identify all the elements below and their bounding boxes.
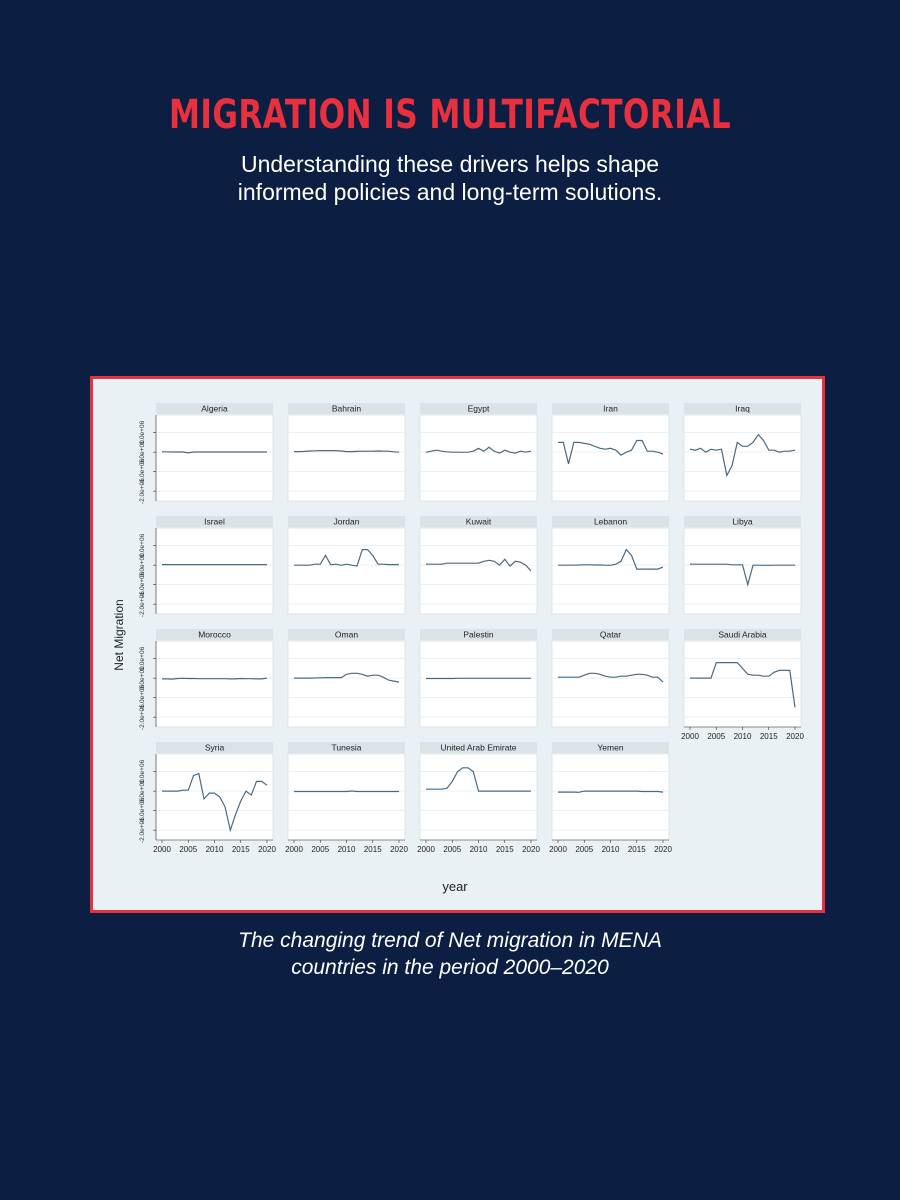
panel-morocco xyxy=(139,629,273,730)
x-tick-label: 2010 xyxy=(733,732,752,741)
plot-area xyxy=(156,528,273,614)
x-tick-label: 2020 xyxy=(522,845,540,854)
x-tick-label: 2000 xyxy=(549,845,567,854)
x-tick-label: 2000 xyxy=(285,845,303,854)
panel-syria xyxy=(139,742,276,854)
x-tick-label: 2015 xyxy=(627,845,646,854)
facet-chart xyxy=(93,379,822,910)
plot-area xyxy=(684,528,801,614)
panel-oman xyxy=(288,629,405,727)
panel-title: Yemen xyxy=(597,742,624,753)
panel-title: Libya xyxy=(732,516,753,527)
y-axis-title: Net Migration xyxy=(112,599,126,671)
panel-title: Oman xyxy=(334,629,359,640)
x-tick-label: 2005 xyxy=(179,845,198,854)
plot-area xyxy=(156,415,273,501)
y-tick-label: -2.0e+06 xyxy=(139,478,146,505)
plot-area xyxy=(288,754,405,840)
chart-figure xyxy=(90,376,825,913)
x-tick-label: 2005 xyxy=(443,845,462,854)
x-tick-label: 2015 xyxy=(363,845,382,854)
panel-title: Iran xyxy=(603,403,618,414)
y-tick-label: -2.0e+06 xyxy=(139,704,146,731)
panel-title: Israel xyxy=(204,516,225,527)
panel-tunesia xyxy=(285,742,408,854)
panel-title: Palestin xyxy=(463,629,494,640)
figure-caption-line-2: countries in the period 2000–2020 xyxy=(291,956,609,979)
plot-area xyxy=(156,754,273,840)
plot-area xyxy=(420,641,537,727)
x-tick-label: 2010 xyxy=(601,845,620,854)
plot-area xyxy=(552,528,669,614)
panel-title: Bahrain xyxy=(331,403,362,414)
panel-title: Qatar xyxy=(599,629,622,640)
plot-area xyxy=(288,415,405,501)
x-tick-label: 2010 xyxy=(469,845,488,854)
panel-libya xyxy=(684,516,801,614)
x-tick-label: 2015 xyxy=(495,845,514,854)
plot-area xyxy=(684,415,801,501)
panel-jordan xyxy=(288,516,405,614)
x-tick-label: 2020 xyxy=(786,732,804,741)
y-tick-label: -1.0e+06 xyxy=(139,571,146,598)
panel-title: United Arab Emirate xyxy=(440,742,517,753)
plot-area xyxy=(288,641,405,727)
y-tick-label: 0.0e+00 xyxy=(139,553,146,577)
panel-title: Morocco xyxy=(198,629,231,640)
panel-iran xyxy=(552,403,669,501)
y-tick-label: 1.0e+06 xyxy=(139,646,146,671)
plot-area xyxy=(288,528,405,614)
x-tick-label: 2000 xyxy=(681,732,699,741)
panel-united-arab-emirate xyxy=(417,742,540,854)
panel-kuwait xyxy=(420,516,537,614)
figure-caption-line-1: The changing trend of Net migration in MENA xyxy=(238,929,662,952)
plot-area xyxy=(552,641,669,727)
x-tick-label: 2005 xyxy=(575,845,594,854)
x-tick-label: 2010 xyxy=(205,845,224,854)
y-tick-label: 1.0e+06 xyxy=(139,533,146,558)
panel-yemen xyxy=(549,742,672,854)
panel-egypt xyxy=(420,403,537,501)
panel-algeria xyxy=(139,403,273,504)
panel-lebanon xyxy=(552,516,669,614)
y-tick-label: -1.0e+06 xyxy=(139,458,146,485)
y-tick-label: 0.0e+00 xyxy=(139,440,146,464)
panel-title: Syria xyxy=(204,742,225,753)
panel-saudi-arabia xyxy=(681,629,804,741)
panel-title: Iraq xyxy=(735,403,750,414)
panel-iraq xyxy=(684,403,801,501)
page-subtitle-line-2: informed policies and long-term solutions. xyxy=(237,179,663,205)
x-tick-label: 2020 xyxy=(654,845,672,854)
plot-area xyxy=(684,641,801,727)
series-line-morocco xyxy=(162,678,267,679)
x-tick-label: 2005 xyxy=(311,845,330,854)
y-tick-label: 1.0e+06 xyxy=(139,420,146,445)
x-tick-label: 2000 xyxy=(153,845,171,854)
panel-title: Kuwait xyxy=(465,516,492,527)
y-tick-label: 0.0e+00 xyxy=(139,779,146,803)
plot-area xyxy=(552,754,669,840)
page-title: MIGRATION IS MULTIFACTORIAL xyxy=(168,92,732,138)
y-tick-label: -2.0e+06 xyxy=(139,817,146,844)
y-tick-label: -2.0e+06 xyxy=(139,591,146,618)
x-tick-label: 2015 xyxy=(759,732,778,741)
series-line-tunesia xyxy=(294,791,399,792)
plot-area xyxy=(420,415,537,501)
x-tick-label: 2005 xyxy=(707,732,726,741)
x-axis-title: year xyxy=(442,879,468,894)
x-tick-label: 2000 xyxy=(417,845,435,854)
panel-title: Lebanon xyxy=(593,516,628,527)
x-tick-label: 2015 xyxy=(231,845,250,854)
panel-title: Algeria xyxy=(201,403,228,414)
y-tick-label: 0.0e+00 xyxy=(139,666,146,690)
plot-area xyxy=(420,528,537,614)
y-tick-label: -1.0e+06 xyxy=(139,797,146,824)
panel-bahrain xyxy=(288,403,405,501)
panel-title: Tunesia xyxy=(331,742,362,753)
y-tick-label: 1.0e+06 xyxy=(139,759,146,784)
panel-israel xyxy=(139,516,273,617)
page-subtitle-line-1: Understanding these drivers helps shape xyxy=(240,151,660,177)
plot-area xyxy=(156,641,273,727)
panel-title: Jordan xyxy=(333,516,360,527)
panel-title: Saudi Arabia xyxy=(718,629,767,640)
panel-title: Egypt xyxy=(467,403,490,414)
plot-area xyxy=(420,754,537,840)
y-tick-label: -1.0e+06 xyxy=(139,684,146,711)
x-tick-label: 2020 xyxy=(390,845,408,854)
x-tick-label: 2020 xyxy=(258,845,276,854)
x-tick-label: 2010 xyxy=(337,845,356,854)
panel-palestin xyxy=(420,629,537,727)
panel-qatar xyxy=(552,629,669,727)
